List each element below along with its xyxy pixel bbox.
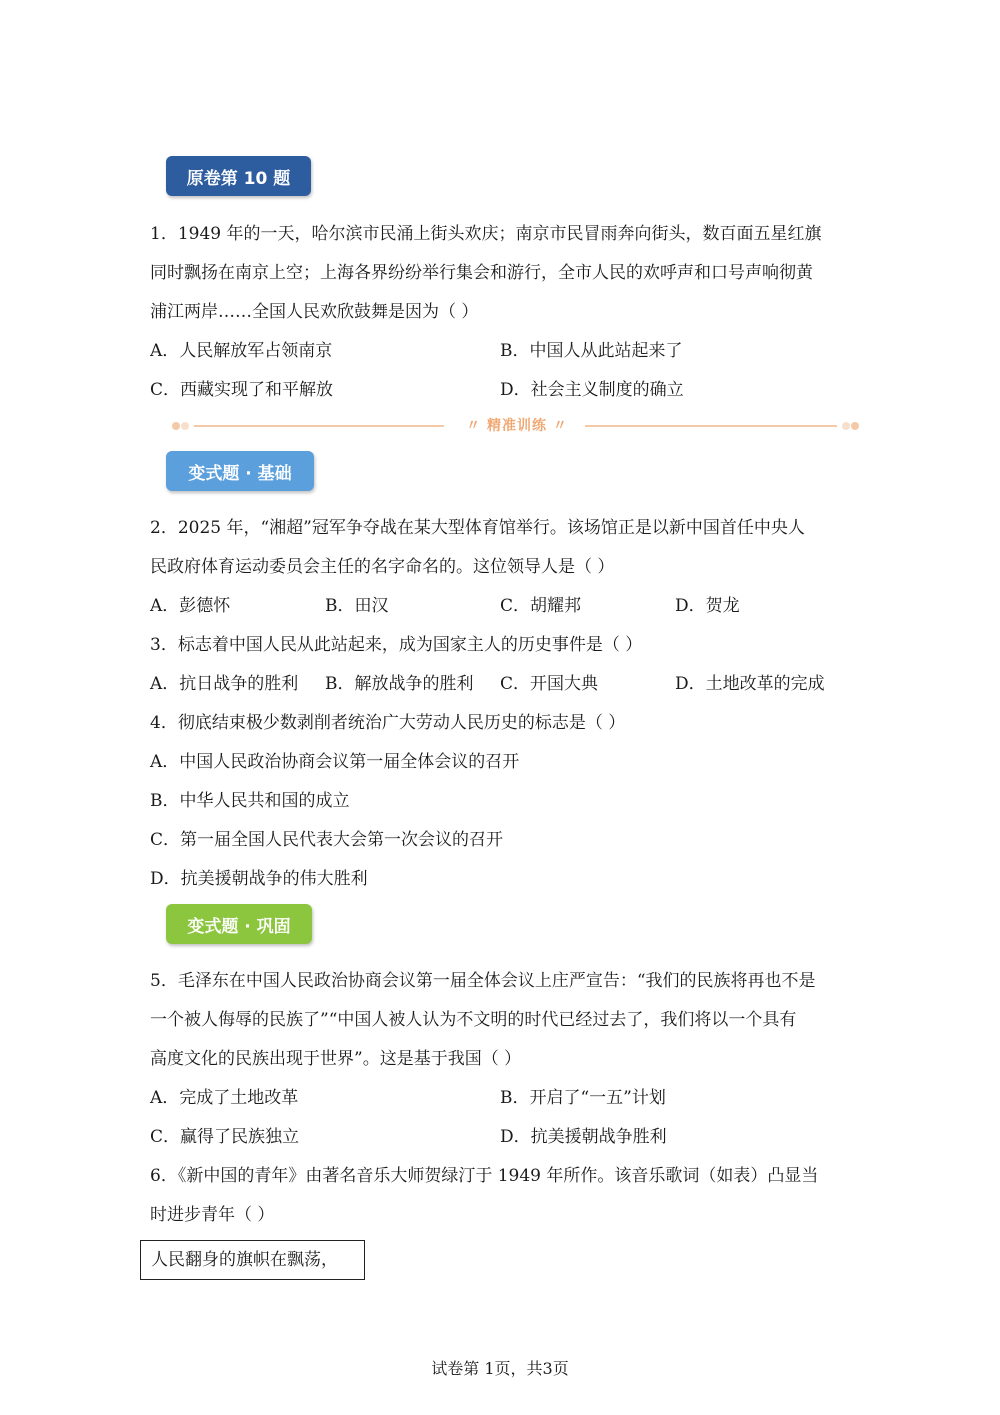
question-1-line-2: 同时飘扬在南京上空；上海各界纷纷举行集会和游行，全市人民的欢呼声和口号声响彻黄 — [150, 263, 813, 283]
question-5-line-3: 高度文化的民族出现于世界”。这是基于我国（ ） — [150, 1049, 522, 1069]
question-1-option-d: D．社会主义制度的确立 — [500, 380, 684, 400]
divider-dot-left-2 — [181, 422, 189, 430]
divider-label: 〃 精准训练 〃 — [466, 418, 568, 434]
question-6-line-2: 时进步青年（ ） — [150, 1205, 275, 1225]
original-question-badge — [166, 156, 311, 196]
question-2-option-c: C．胡耀邦 — [500, 596, 582, 616]
question-1-option-b: B．中国人从此站起来了 — [500, 341, 683, 361]
divider-dot-right-2 — [842, 422, 850, 430]
page-footer: 试卷第 1页，共3页 — [431, 1359, 569, 1378]
question-6-line-1: 6．《新中国的青年》由著名音乐大师贺绿汀于 1949 年所作。该音乐歌词（如表）凸显当 — [150, 1166, 819, 1186]
original-question-badge-label: 原卷第 10 题 — [186, 168, 291, 189]
question-5-line-2: 一个被人侮辱的民族了”“中国人被人认为不文明的时代已经过去了，我们将以一个具有 — [150, 1010, 797, 1030]
question-4-line-1: 4．彻底结束极少数剥削者统治广大劳动人民历史的标志是（ ） — [150, 713, 626, 733]
question-4-option-d: D．抗美援朝战争的伟大胜利 — [150, 869, 368, 889]
question-3-line-1: 3．标志着中国人民从此站起来，成为国家主人的历史事件是（ ） — [150, 635, 643, 655]
basic-variant-badge-label: 变式题 · 基础 — [188, 463, 292, 484]
question-3-option-c: C．开国大典 — [500, 674, 599, 694]
question-2-option-a: A．彭德怀 — [150, 596, 231, 616]
question-4-option-a: A．中国人民政治协商会议第一届全体会议的召开 — [150, 752, 520, 772]
question-5-option-b: B．开启了“一五”计划 — [500, 1088, 666, 1108]
question-5-line-1: 5．毛泽东在中国人民政治协商会议第一届全体会议上庄严宣告：“我们的民族将再也不是 — [150, 971, 816, 991]
basic-variant-badge — [166, 451, 314, 491]
lyric-table-cell: 人民翻身的旗帜在飘荡， — [140, 1240, 365, 1280]
question-2-line-1: 2．2025 年，“湘超”冠军争夺战在某大型体育馆举行。该场馆正是以新中国首任中央人 — [150, 518, 805, 538]
consolidate-variant-badge-label: 变式题 · 巩固 — [187, 916, 291, 937]
question-1-option-c: C．西藏实现了和平解放 — [150, 380, 334, 400]
question-5-option-c: C．赢得了民族独立 — [150, 1127, 300, 1147]
question-1-line-3: 浦江两岸……全国人民欢欣鼓舞是因为（ ） — [150, 302, 479, 322]
section-divider — [172, 418, 860, 434]
question-4-option-b: B．中华人民共和国的成立 — [150, 791, 350, 811]
question-4-option-c: C．第一届全国人民代表大会第一次会议的召开 — [150, 830, 504, 850]
question-1-line-1: 1．1949 年的一天，哈尔滨市民涌上街头欢庆；南京市民冒雨奔向街头，数百面五星红旗 — [150, 224, 822, 244]
divider-dot-left — [172, 422, 180, 430]
question-5-option-d: D．抗美援朝战争胜利 — [500, 1127, 667, 1147]
consolidate-variant-badge — [166, 904, 312, 944]
question-5-option-a: A．完成了土地改革 — [150, 1088, 299, 1108]
question-2-option-b: B．田汉 — [325, 596, 389, 616]
question-3-option-b: B．解放战争的胜利 — [325, 674, 474, 694]
divider-rule-left — [194, 425, 444, 427]
question-2-line-2: 民政府体育运动委员会主任的名字命名的。这位领导人是（ ） — [150, 557, 615, 577]
divider-rule-right — [585, 425, 837, 427]
question-1-option-a: A．人民解放军占领南京 — [150, 341, 333, 361]
question-2-option-d: D．贺龙 — [675, 596, 740, 616]
question-3-option-a: A．抗日战争的胜利 — [150, 674, 299, 694]
divider-dot-right — [851, 422, 859, 430]
question-3-option-d: D．土地改革的完成 — [675, 674, 825, 694]
